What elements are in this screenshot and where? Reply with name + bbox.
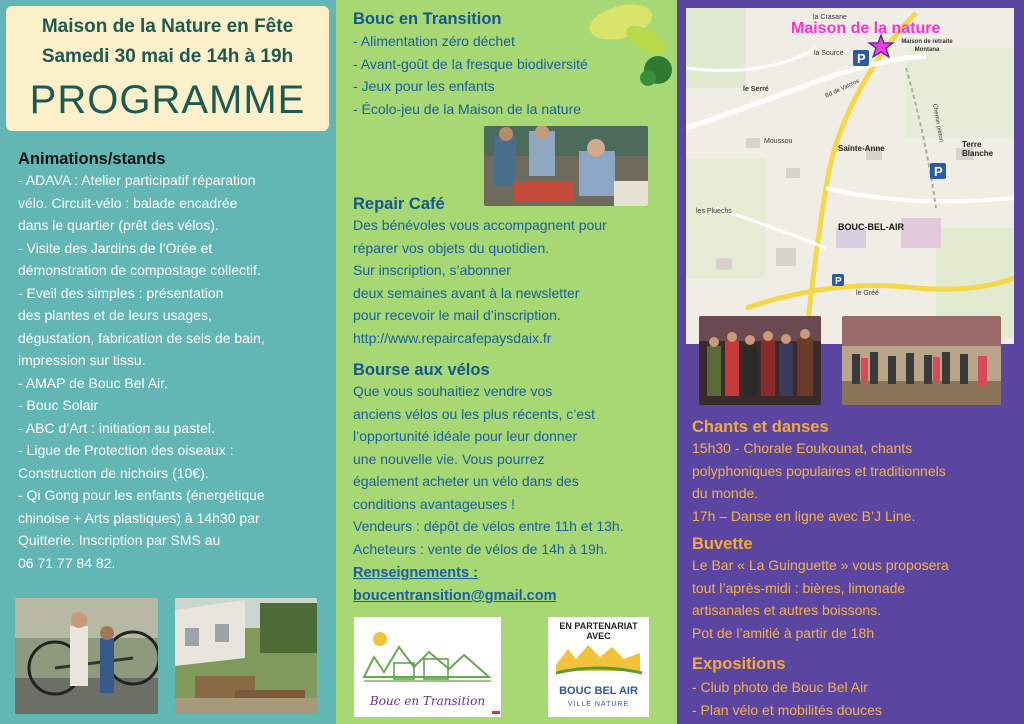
program-heading: PROGRAMME (29, 78, 306, 122)
bourse-velos-line: anciens vélos ou les plus récents, c’est (353, 405, 596, 422)
buvette-line: Le Bar « La Guinguette » vous proposera (692, 557, 949, 573)
title-box (6, 6, 329, 131)
partnership-label: EN PARTENARIAT AVEC (559, 621, 638, 641)
animation-line: démonstration de compostage collectif. (18, 262, 261, 278)
buvette-title: Buvette (692, 535, 753, 553)
map-label-crasane: la Crasane (813, 14, 847, 21)
expositions-title: Expositions (692, 655, 786, 673)
event-date: Samedi 30 mai de 14h à 19h (41, 46, 294, 67)
animations-list (18, 169, 323, 574)
animation-line: 06 71 77 84 82. (18, 554, 116, 571)
animation-line: dégustation, fabrication de sels de bain, (18, 329, 265, 346)
map-label-source: la Source (814, 50, 844, 57)
animations-section (18, 149, 323, 574)
animation-line: - ADAVA : Atelier participatif réparation (18, 172, 256, 188)
repair-cafe-line: Des bénévoles vous accompagnent pour (353, 217, 607, 233)
bouc-transition-item: - Alimentation zéro déchet (353, 33, 515, 49)
bourse-velos-text (353, 380, 673, 560)
bourse-velos-title: Bourse aux vélos (353, 361, 490, 379)
map-label-bouc-bel-air: BOUC-BEL-AIR (838, 222, 904, 232)
map-label-gree: le Gréé (856, 290, 879, 297)
chants-danses-title: Chants et danses (692, 418, 829, 436)
repair-cafe-line: deux semaines avant à la newsletter (353, 284, 580, 301)
expositions-line: - Club photo de Bouc Bel Air (692, 679, 868, 695)
contact-label: Renseignements : (353, 565, 478, 581)
map-label-chemin-pieton: Chemin piéton (931, 103, 944, 143)
bouc-transition-item: - Écolo-jeu de la Maison de la nature (353, 100, 582, 117)
animation-line: dans le quartier (prêt des vélos). (18, 217, 219, 233)
chants-danses-line: 15h30 - Chorale Eoukounat, chants (692, 440, 913, 456)
buvette-text (692, 554, 1017, 644)
buvette-line: artisanales et autres boissons. (692, 602, 882, 618)
animation-line: - AMAP de Bouc Bel Air. (18, 374, 168, 391)
expositions-line: - Plan vélo et mobilités douces (692, 701, 882, 718)
bourse-velos-line: conditions avantageuses ! (353, 495, 515, 512)
bouc-transition-title: Bouc en Transition (353, 10, 502, 28)
map-label-serre: le Serré (743, 86, 769, 93)
animation-line: chinoise + Arts plastiques) à 14h30 par (18, 509, 260, 526)
animation-line: - Bouc Solair (18, 397, 99, 413)
repair-cafe-line: Sur inscription, s’abonner (353, 262, 511, 278)
animation-line: vélo. Circuit-vélo : balade encadrée (18, 194, 238, 211)
map-label-maison-retraite: Maison de retraite Montana (901, 39, 953, 53)
buvette-line: Pot de l’amitié à partir de 18h (692, 624, 875, 641)
animation-line: Construction de nichoirs (10€). (18, 464, 209, 481)
bouc-en-transition-logo-text: Bouc en Transition (369, 694, 486, 708)
bouc-transition-item: - Avant-goût de la fresque biodiversité (353, 55, 588, 72)
chants-danses-line: du monde. (692, 485, 759, 501)
bouc-bel-air-logo (548, 617, 649, 717)
location-map[interactable] (686, 8, 1014, 344)
animation-line: des plantes et de leurs usages, (18, 307, 212, 323)
garden-photo (175, 598, 317, 714)
contact-email-link[interactable]: boucentransition@gmail.com (353, 588, 557, 604)
repair-cafe-line: pour recevoir le mail d’inscription. (353, 307, 561, 323)
animation-line: - Qi Gong pour les enfants (énergétique (18, 487, 265, 503)
chants-danses-line: 17h – Danse en ligne avec B’J Line. (692, 507, 916, 524)
dance-photo (842, 316, 1001, 405)
svg-text:P: P (857, 51, 866, 66)
bouc-transition-list (353, 30, 643, 120)
animation-line: - Eveil des simples : présentation (18, 284, 224, 301)
animation-line: - ABC d’Art : initiation au pastel. (18, 419, 215, 436)
bike-repair-photo (15, 598, 158, 714)
chants-danses-text (692, 437, 1017, 527)
expositions-text (692, 676, 1017, 721)
svg-text:P: P (934, 164, 943, 179)
map-label-moussou: Moussou (764, 138, 793, 145)
bouc-transition-item: - Jeux pour les enfants (353, 78, 495, 94)
bourse-velos-line: Acheteurs : vente de vélos de 14h à 19h. (353, 540, 608, 557)
animation-line: - Ligue de Protection des oiseaux : (18, 442, 234, 458)
bourse-velos-line: une nouvelle vie. Vous pourrez (353, 450, 545, 467)
bourse-velos-line: Que vous souhaitiez vendre vos (353, 383, 553, 399)
map-label-pluechs: les Pluechs (696, 208, 732, 215)
animation-line: impression sur tissu. (18, 352, 146, 368)
ville-nature-label: VILLE NATURE (567, 701, 630, 708)
event-title: Maison de la Nature en Fête (41, 16, 294, 37)
bourse-velos-line: Vendeurs : dépôt de vélos entre 11h et 13h. (353, 518, 624, 534)
animation-line: - Visite des Jardins de l’Orée et (18, 239, 213, 256)
buvette-line: tout l’après-midi : bières, limonade (692, 579, 906, 596)
chorale-photo (699, 316, 821, 405)
bourse-velos-line: l’opportunité idéale pour leur donner (353, 428, 578, 444)
map-title: Maison de la nature (791, 20, 941, 37)
bouc-bel-air-name: BOUC BEL AIR (559, 685, 638, 697)
animation-line: Quitterie. Inscription par SMS au (18, 532, 221, 548)
repair-cafe-line: réparer vos objets du quotidien. (353, 239, 550, 256)
repair-cafe-text (353, 214, 673, 349)
animations-title: Animations/stands (18, 150, 166, 168)
map-label-terre-blanche: Terre Blanche (962, 140, 994, 158)
chants-danses-line: polyphoniques populaires et traditionnels (692, 462, 946, 479)
map-label-valcros: Bd de Valcros (824, 78, 861, 100)
repair-cafe-line[interactable]: http://www.repaircafepaysdaix.fr (353, 329, 552, 346)
repair-cafe-title: Repair Café (353, 195, 445, 213)
map-label-sainte-anne: Sainte-Anne (838, 144, 885, 153)
repair-cafe-photo (484, 126, 648, 206)
bourse-velos-line: également acheter un vélo dans des (353, 473, 579, 489)
svg-text:P: P (835, 276, 842, 287)
bouc-en-transition-logo (354, 617, 501, 717)
